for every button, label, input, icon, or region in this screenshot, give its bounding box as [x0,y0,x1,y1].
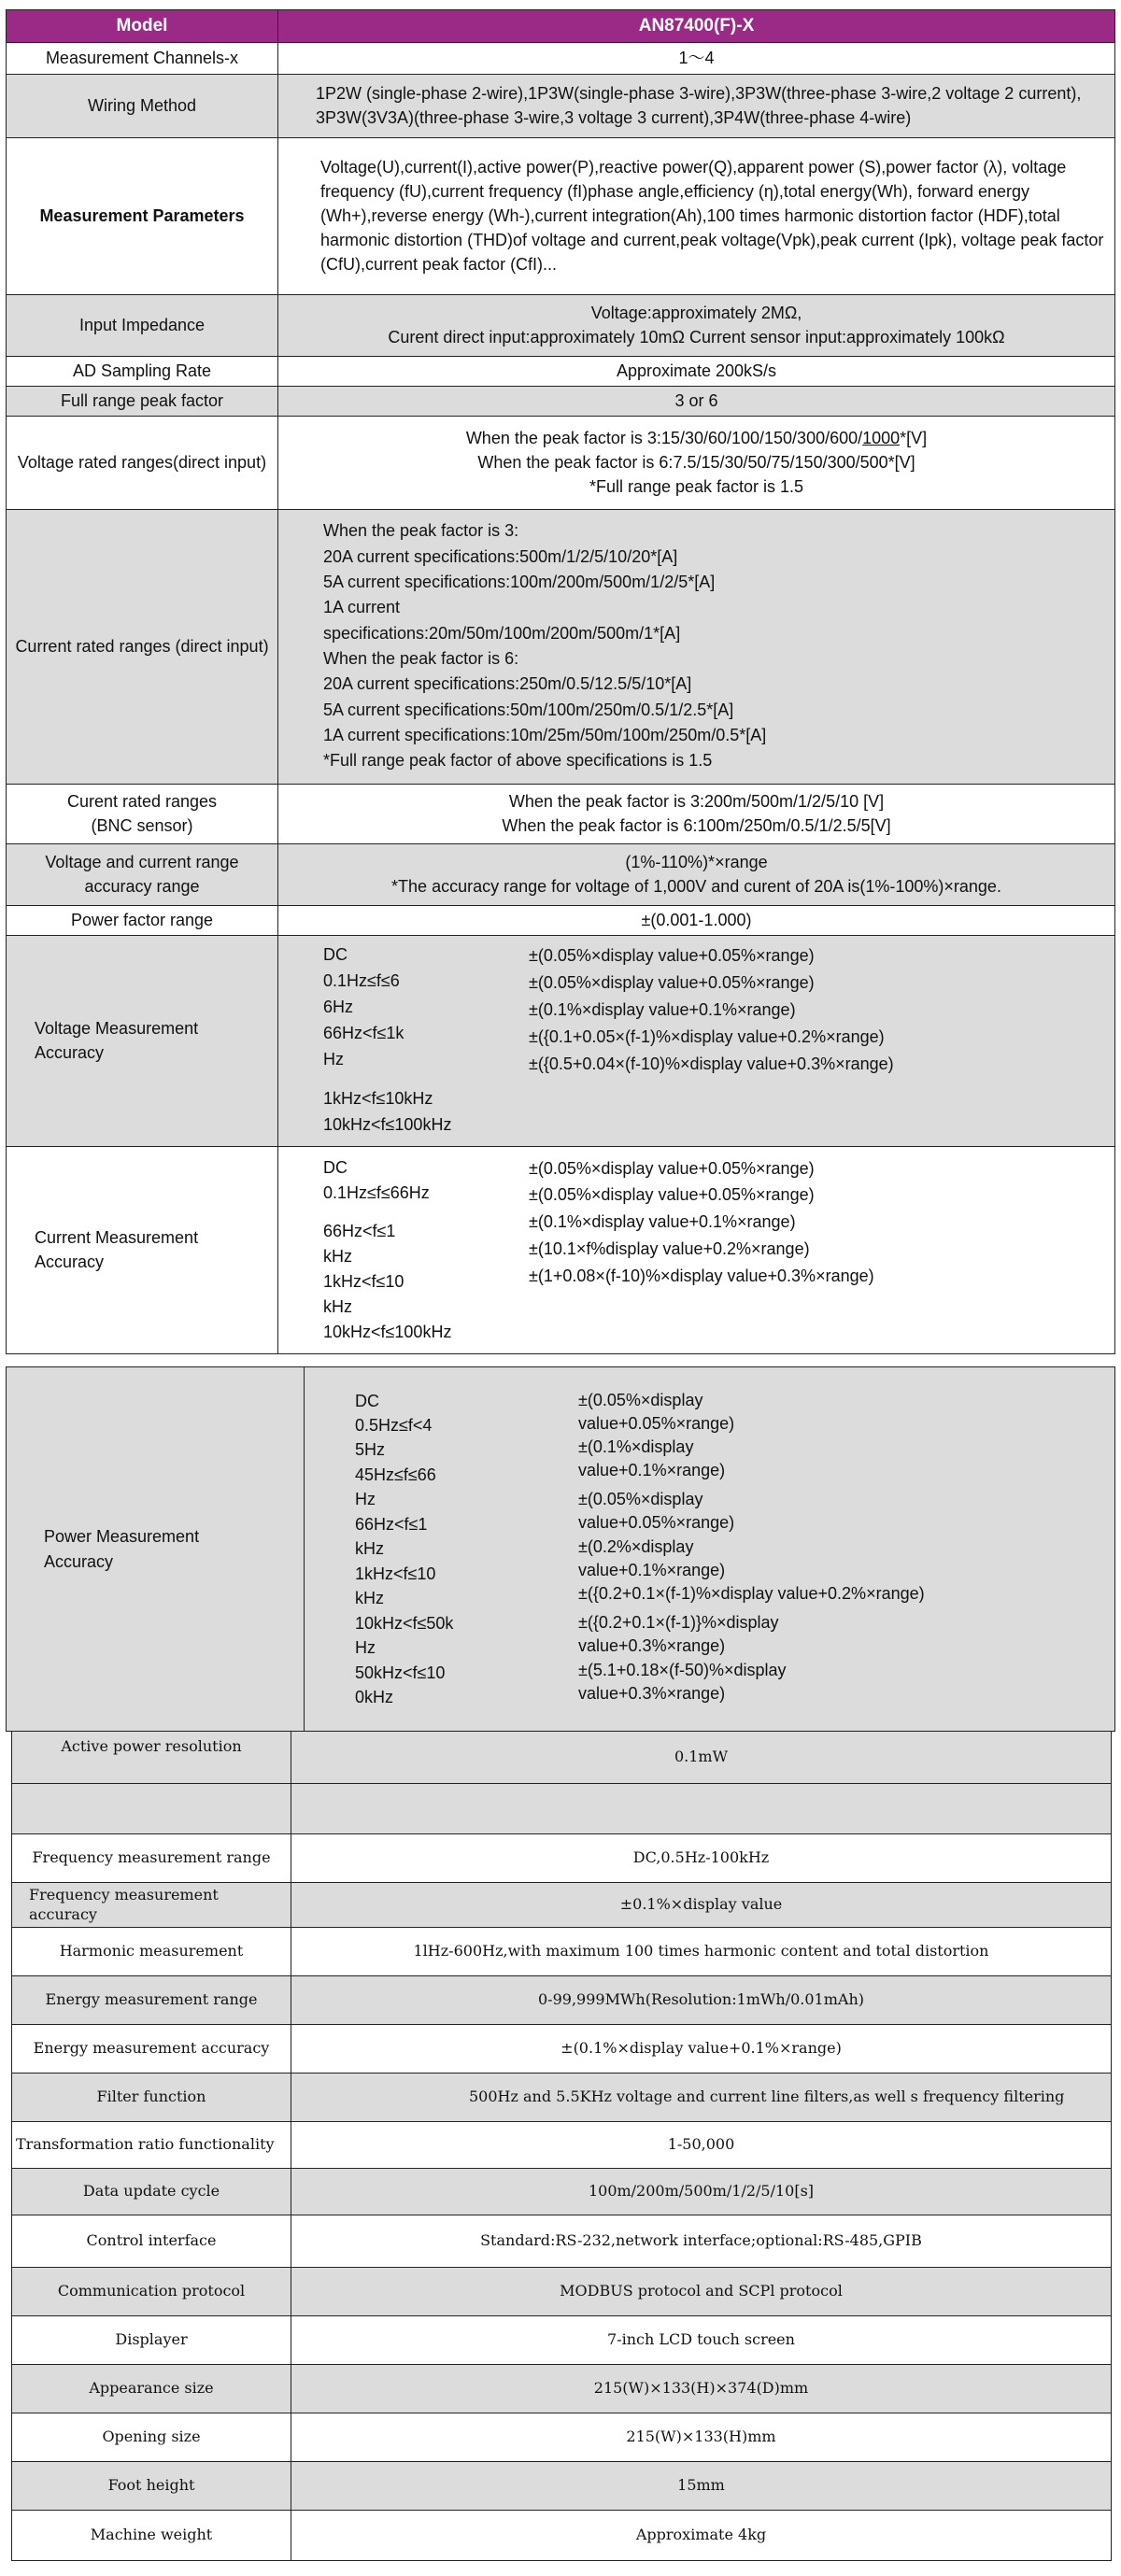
pa-spec: value+0.1%×range) [578,1461,726,1480]
spec-value: 1-50,000 [291,2122,1112,2169]
va-freq: Hz [323,1049,344,1069]
model-value: AN87400(F)-X [278,10,1115,43]
pf-range-value: ±(0.001-1.000) [278,905,1115,935]
pa-spec: ±(0.05%×display [578,1390,703,1409]
impedance-row [7,294,1115,356]
pa-freq: 0.5Hz≤f<4 [355,1416,433,1435]
pa-freq: 10kHz<f≤50k [355,1613,454,1633]
spec-row [12,1834,1112,1883]
peak-row [7,386,1115,416]
pa-freq: 50kHz<f≤10 [355,1663,446,1682]
pa-spec: value+0.1%×range) [578,1560,726,1579]
pa-spec: value+0.05%×range) [578,1413,735,1433]
voltage-ranges-line-1 [286,426,1107,450]
spec-row [12,2462,1112,2511]
pa-spec: ±(0.2%×display [578,1536,694,1556]
ca-spec: ±(0.05%×display value+0.05%×range) [529,1158,815,1178]
spec-row [12,1883,1112,1928]
accuracy-range-row [7,843,1115,905]
channels-row [7,42,1115,74]
pa-freq: kHz [355,1539,384,1559]
sampling-label: AD Sampling Rate [7,356,278,386]
sampling-row [7,356,1115,386]
pa-freq: Hz [355,1638,376,1658]
ca-freq: kHz [323,1246,352,1266]
bnc-value [278,784,1115,843]
current-ranges-label: Current rated ranges (direct input) [7,509,278,784]
spec-label: Transformation ratio functionality [12,2122,291,2169]
vr-text-c: *[V] [900,428,928,447]
spec-label: Energy measurement accuracy [12,2025,291,2074]
power-accuracy-value [305,1367,1115,1732]
spec-row [12,2413,1112,2462]
spec-value: 0-99,999MWh(Resolution:1mWh/0.01mAh) [291,1976,1112,2025]
bnc-line-2: When the peak factor is 6:100m/250m/0.5/1/2.5/5[V] [502,816,891,836]
cr-line: specifications:20m/50m/100m/200m/500m/1*[A] [323,623,681,643]
current-accuracy-row [7,1146,1115,1353]
spec-value: 100m/200m/500m/1/2/5/10[s] [291,2169,1112,2215]
voltage-ranges-line-3: *Full range peak factor is 1.5 [589,477,804,497]
spec-label: Active power resolution [12,1732,291,1784]
spec-row [12,1976,1112,2025]
pf-range-label: Power factor range [7,905,278,935]
current-accuracy-grid [286,1155,1107,1345]
accuracy-range-label-2: accuracy range [84,877,200,897]
current-accuracy-spec [529,1155,1107,1290]
spec-value: DC,0.5Hz-100kHz [291,1834,1112,1883]
spec-table-main [6,9,1115,1354]
va-spec: ±(0.05%×display value+0.05%×range) [529,973,815,993]
accuracy-range-label-1: Voltage and current range [45,852,239,871]
pa-spec: value+0.3%×range) [578,1636,726,1656]
spec-value: 7-inch LCD touch screen [291,2316,1112,2365]
impedance-label: Input Impedance [7,294,278,356]
spec-row [12,2268,1112,2316]
params-value: Voltage(U),current(I),active power(P),reactive power(Q),apparent power (S),power factor (λ), voltage frequency (fU),current frequency (fI)phase angle,efficiency (η),total energy(Wh), forward energy (Wh+),reverse energy (Wh-),current integration(Ah),100 times harmonic distortion factor (HDF),total harmonic distortion (THD)of voltage and current,peak voltage(Vpk),peak current (Ipk), voltage peak factor (CfU),current peak factor (CfI)... [278,137,1115,294]
params-label: Measurement Parameters [7,137,278,294]
pa-freq: kHz [355,1589,384,1608]
va-spec: ±({0.5+0.04×(f-10)%×display value+0.3%×range) [529,1054,894,1073]
va-spec: ±({0.1+0.05×(f-1)%×display value+0.2%×range) [529,1026,885,1046]
spec-label: Machine weight [12,2511,291,2561]
va-spec: ±(0.1%×display value+0.1%×range) [529,1000,796,1020]
pa-spec: ±(5.1+0.18×(f-50)%×display [578,1660,787,1679]
spec-label: Foot height [12,2462,291,2511]
channels-value: 1～4 [278,42,1115,74]
cr-line: 20A current specifications:250m/0.5/12.5/5/10*[A] [323,674,692,694]
spec-row [12,2316,1112,2365]
spec-table-secondary [11,1731,1112,2561]
accuracy-range-label [7,843,278,905]
voltage-accuracy-spec [529,942,1107,1077]
pa-spec: value+0.05%×range) [578,1513,735,1533]
pa-spec: value+0.3%×range) [578,1683,726,1703]
pa-freq: 1kHz<f≤10 [355,1564,436,1583]
cr-line: *Full range peak factor of above specifications is 1.5 [323,751,713,771]
impedance-value [278,294,1115,356]
power-accuracy-row [7,1367,1115,1732]
power-accuracy-grid [312,1389,1107,1710]
spec-value: Standard:RS-232,network interface;optional:RS-485,GPIB [291,2215,1112,2268]
spec-label: Communication protocol [12,2268,291,2316]
pa-freq: 45Hz≤f≤66 [355,1465,436,1484]
current-accuracy-value [278,1146,1115,1353]
accuracy-range-line-1: (1%-110%)*×range [625,852,768,871]
pa-freq: 66Hz<f≤1 [355,1514,428,1534]
voltage-ranges-value [278,416,1115,509]
spec-value: Approximate 4kg [291,2511,1112,2561]
spec-label: Frequency measurement range [12,1834,291,1883]
spec-value: 215(W)×133(H)mm [291,2413,1112,2462]
impedance-line-2: Curent direct input:approximately 10mΩ Current sensor input:approximately 100kΩ [388,328,1005,347]
peak-label: Full range peak factor [7,386,278,416]
voltage-ranges-row [7,416,1115,509]
cr-line: When the peak factor is 6: [323,649,519,669]
current-ranges-row [7,509,1115,784]
spec-row [12,2122,1112,2169]
spec-label: Filter function [12,2074,291,2122]
current-accuracy-freq [286,1155,529,1345]
bnc-label-1: Curent rated ranges [66,791,218,811]
wiring-label: Wiring Method [7,74,278,137]
model-label: Model [7,10,278,43]
current-accuracy-label [7,1146,278,1353]
va-freq: 1kHz<f≤10kHz [323,1088,433,1108]
cr-line: 20A current specifications:500m/1/2/5/10/20*[A] [323,546,678,566]
pa-freq: Hz [355,1490,376,1509]
header-row [7,10,1115,43]
va-gap [323,1073,529,1086]
ca-spec: ±(1+0.08×(f-10)%×display value+0.3%×range) [529,1266,874,1285]
spec-value: 500Hz and 5.5KHz voltage and current line filters,as well s frequency filtering [291,2074,1112,2122]
spec-row [12,2511,1112,2561]
ca-freq: kHz [323,1296,352,1316]
voltage-accuracy-value [278,935,1115,1146]
pa-freq: DC [355,1391,379,1410]
pa-spec: ±({0.2+0.1×(f-1)}%×display [578,1613,779,1633]
spec-value: 15mm [291,2462,1112,2511]
bnc-label [7,784,278,843]
wiring-row [7,74,1115,137]
spec-label: Energy measurement range [12,1976,291,2025]
peak-value: 3 or 6 [278,386,1115,416]
va-freq: 66Hz<f≤1k [323,1024,404,1043]
spec-value: ±0.1%×display value [291,1883,1112,1928]
pa-freq: 0kHz [355,1687,394,1706]
voltage-accuracy-grid [286,942,1107,1138]
spec-label: Frequency measurement accuracy [12,1883,291,1928]
va-freq: 0.1Hz≤f≤6 [323,971,400,991]
voltage-accuracy-label-text: Voltage Measurement Accuracy [35,1018,199,1063]
ca-freq: 10kHz<f≤100kHz [323,1322,452,1341]
spec-label: Opening size [12,2413,291,2462]
spec-row [12,1928,1112,1976]
spec-value: MODBUS protocol and SCPl protocol [291,2268,1112,2316]
spec-value [291,1784,1112,1834]
wiring-value: 1P2W (single-phase 2-wire),1P3W(single-phase 3-wire),3P3W(three-phase 3-wire,2 voltage 2 current), 3P3W(3V3A)(three-phase 3-wire,3 voltage 3 current),3P4W(three-phase 4-wire) [278,74,1115,137]
ca-freq: 1kHz<f≤10 [323,1271,404,1291]
power-accuracy-spec [560,1389,1107,1710]
va-spec: ±(0.05%×display value+0.05%×range) [529,946,815,966]
cr-line: When the peak factor is 3: [323,521,519,541]
spec-row [12,2169,1112,2215]
spec-row [12,1784,1112,1834]
voltage-accuracy-row [7,935,1115,1146]
ca-freq: 0.1Hz≤f≤66Hz [323,1182,430,1202]
voltage-ranges-line-2: When the peak factor is 6:7.5/15/30/50/75/150/300/500*[V] [477,453,915,472]
params-row [7,137,1115,294]
spec-row [12,2365,1112,2413]
sampling-value: Approximate 200kS/s [278,356,1115,386]
cr-line: 5A current specifications:50m/100m/250m/0.5/1/2.5*[A] [323,700,734,719]
spec-value: 0.1mW [291,1732,1112,1784]
va-freq: 6Hz [323,998,354,1017]
voltage-accuracy-label [7,935,278,1146]
vr-text-b: 1000 [862,428,901,447]
ca-gap [323,1206,529,1219]
current-ranges-value [278,509,1115,784]
voltage-ranges-label: Voltage rated ranges(direct input) [7,416,278,509]
spec-row [12,1732,1112,1784]
spec-value: ±(0.1%×display value+0.1%×range) [291,2025,1112,2074]
power-accuracy-label-text: Power Measurement Accuracy [44,1527,200,1571]
ca-freq: DC [323,1157,348,1177]
ca-spec: ±(0.1%×display value+0.1%×range) [529,1212,796,1232]
cr-line: 1A current [323,598,401,617]
impedance-line-1: Voltage:approximately 2MΩ, [590,303,802,322]
pa-freq: 5Hz [355,1440,386,1460]
spec-label: Displayer [12,2316,291,2365]
channels-label: Measurement Channels-x [7,42,278,74]
power-accuracy-label [7,1367,305,1732]
current-accuracy-label-text: Current Measurement Accuracy [35,1227,199,1272]
spec-label: Harmonic measurement [12,1928,291,1976]
ca-spec: ±(10.1×f%display value+0.2%×range) [529,1238,810,1258]
ca-spec: ±(0.05%×display value+0.05%×range) [529,1185,815,1205]
accuracy-range-line-2: *The accuracy range for voltage of 1,000V and curent of 20A is(1%-100%)×range. [391,877,1001,897]
spec-row [12,2215,1112,2268]
spec-label: Appearance size [12,2365,291,2413]
spec-label [12,1784,291,1834]
pa-spec: ±({0.2+0.1×(f-1)%×display value+0.2%×range) [578,1584,925,1604]
bnc-label-2: (BNC sensor) [91,816,193,836]
bnc-row [7,784,1115,843]
spec-row [12,2074,1112,2122]
ca-freq: 66Hz<f≤1 [323,1221,396,1240]
pa-spec: ±(0.1%×display [578,1437,694,1456]
spec-row [12,2025,1112,2074]
spec-value: 215(W)×133(H)×374(D)mm [291,2365,1112,2413]
accuracy-range-value [278,843,1115,905]
spec-label: Control interface [12,2215,291,2268]
pa-spec: ±(0.05%×display [578,1490,703,1509]
cr-line: 1A current specifications:10m/25m/50m/100m/250m/0.5*[A] [323,726,767,745]
va-freq: 10kHz<f≤100kHz [323,1114,452,1134]
power-accuracy-freq [312,1389,560,1710]
va-freq: DC [323,945,348,965]
cr-line: 5A current specifications:100m/200m/500m/1/2/5*[A] [323,572,716,591]
spec-value: 1lHz-600Hz,with maximum 100 times harmonic content and total distortion [291,1928,1112,1976]
bnc-line-1: When the peak factor is 3:200m/500m/1/2/5/10 [V] [508,791,885,811]
power-accuracy-table [6,1366,1115,1732]
voltage-accuracy-freq [286,942,529,1138]
vr-text-a: When the peak factor is 3:15/30/60/100/150/300/600/ [465,428,863,447]
pf-range-row [7,905,1115,935]
spec-label: Data update cycle [12,2169,291,2215]
